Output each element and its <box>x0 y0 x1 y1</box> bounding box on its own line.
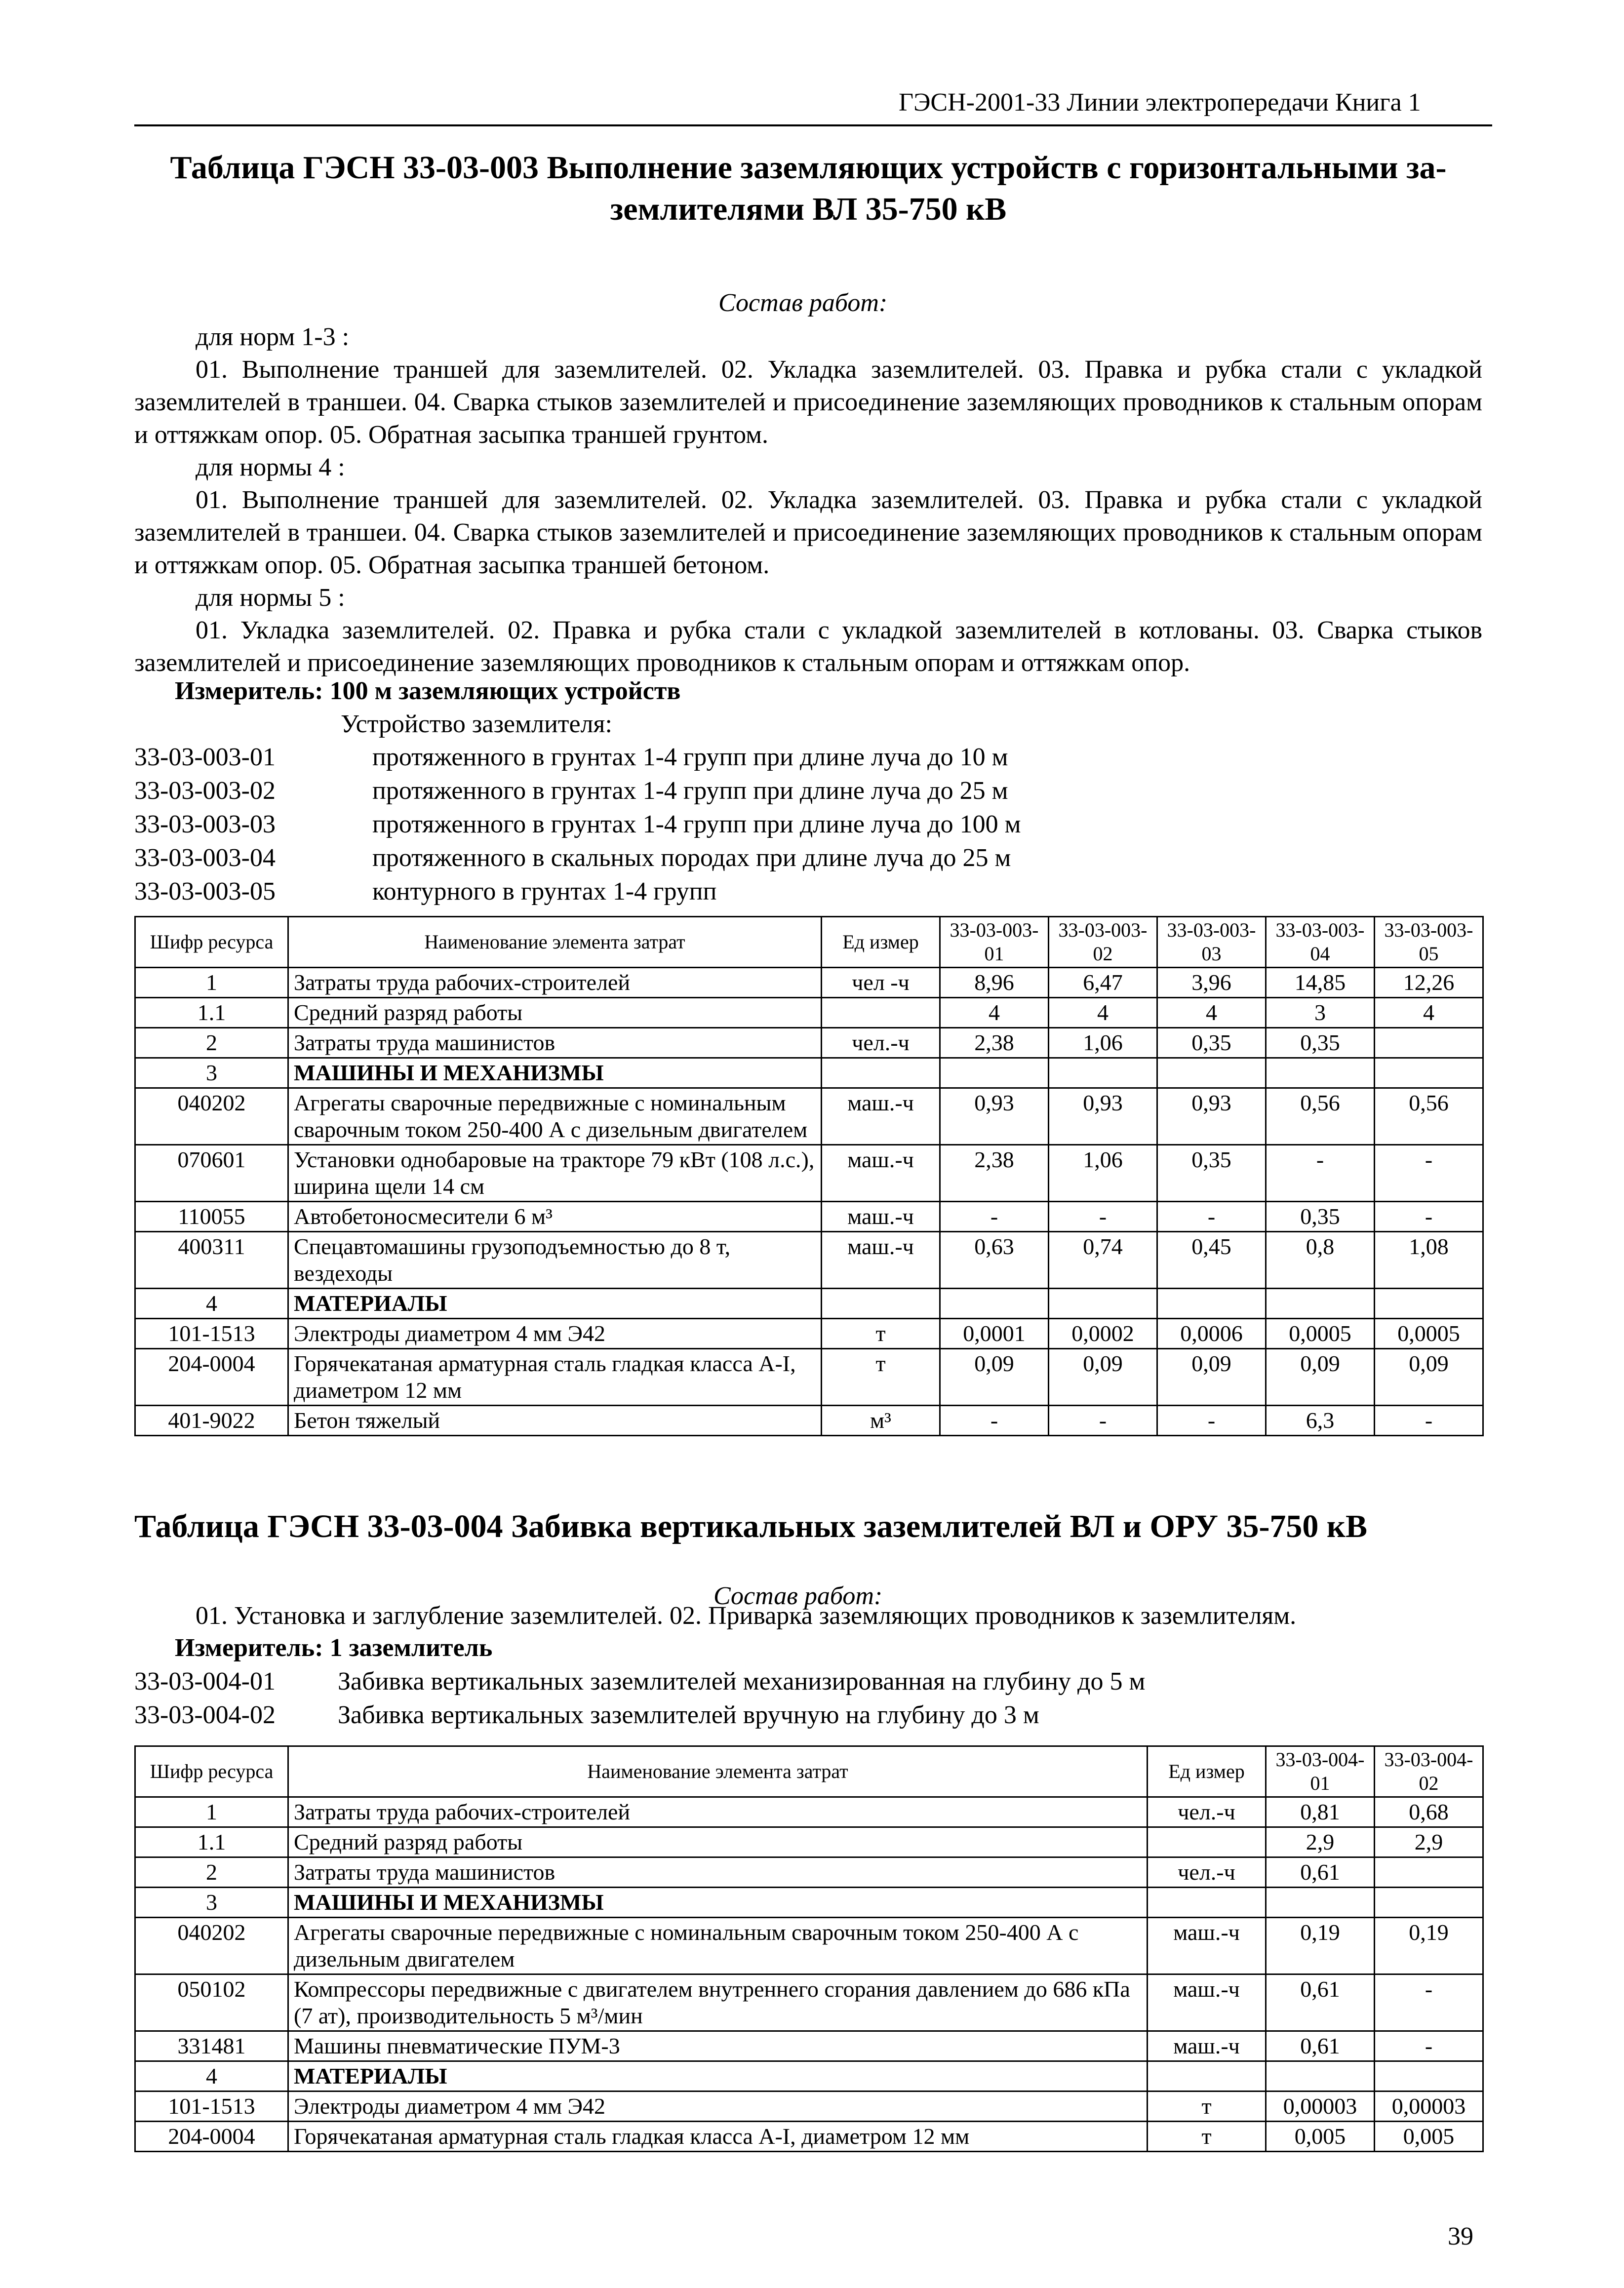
norm-5-text: 01. Укладка заземлителей. 02. Правка и рубка стали с укладкой заземлителей в котлованы. 03. Сварка стыков заземлителей и присоединение заземляющих проводников к стальным опорам и оттяжкам опор. <box>134 616 1482 677</box>
norm-4-text: 01. Выполнение траншей для заземлителей. 02. Укладка заземлителей. 03. Правка и рубка стали с укладкой заземлителей в траншеи. 04. Сварка стыков заземлителей и присоединение заземляющих проводников к стальным опорам и оттяжкам опор. 05. Обратная засыпка траншей бетоном. <box>134 486 1482 579</box>
cell-code: 1.1 <box>135 998 288 1028</box>
cell-value: 0,8 <box>1266 1232 1375 1289</box>
cell-code: 040202 <box>135 1918 288 1974</box>
cell-value: 2,9 <box>1266 1827 1375 1857</box>
cell-value: 0,19 <box>1375 1918 1483 1974</box>
table-row <box>135 1406 1483 1436</box>
cell-value: 14,85 <box>1266 968 1375 998</box>
col-header-unit: Ед измер <box>1148 1746 1266 1797</box>
table-row <box>135 1797 1483 1827</box>
cell-value: 1,08 <box>1375 1232 1483 1289</box>
cell-unit: маш.-ч <box>822 1088 940 1145</box>
norm-code: 33-03-003-04 <box>134 844 276 872</box>
cell-unit: чел.-ч <box>1148 1857 1266 1888</box>
cell-value: 0,0002 <box>1049 1319 1157 1349</box>
table-section-row <box>135 1888 1483 1918</box>
table2-work-text: 01. Установка и заглубление заземлителей. 02. Приварка заземляющих проводников к заземлителям. <box>196 1602 1297 1630</box>
cell-value <box>1375 1857 1483 1888</box>
cell-value <box>1266 2061 1375 2091</box>
cell-value <box>1375 1289 1483 1319</box>
cell-value <box>1266 1289 1375 1319</box>
code-row <box>134 875 1021 908</box>
cell-name: МАТЕРИАЛЫ <box>288 1289 822 1319</box>
cell-code: 1 <box>135 968 288 998</box>
table-header-row <box>135 1746 1483 1797</box>
cell-value: 0,09 <box>1049 1349 1157 1406</box>
cell-code: 400311 <box>135 1232 288 1289</box>
cell-code: 331481 <box>135 2031 288 2061</box>
cell-value: 0,45 <box>1157 1232 1266 1289</box>
cell-unit <box>822 1058 940 1088</box>
norm-description: контурного в грунтах 1-4 групп <box>372 877 717 906</box>
cell-value: 0,63 <box>940 1232 1049 1289</box>
cell-value: 4 <box>1157 998 1266 1028</box>
norm-description: протяженного в грунтах 1-4 групп при длине луча до 100 м <box>372 810 1021 838</box>
col-header-norm: 33-03-004-02 <box>1375 1746 1483 1797</box>
cell-value: 0,005 <box>1375 2122 1483 2152</box>
norm-code: 33-03-003-02 <box>134 777 276 805</box>
cell-value: - <box>940 1406 1049 1436</box>
cell-value: 0,61 <box>1266 1857 1375 1888</box>
col-header-code: Шифр ресурса <box>135 917 288 968</box>
table-row <box>135 968 1483 998</box>
cell-unit <box>1148 1827 1266 1857</box>
cell-value: 0,35 <box>1266 1202 1375 1232</box>
cell-value: 6,3 <box>1266 1406 1375 1436</box>
cell-value: 0,0001 <box>940 1319 1049 1349</box>
cell-value: 2,38 <box>940 1145 1049 1202</box>
cell-code: 1.1 <box>135 1827 288 1857</box>
cell-value: 0,0006 <box>1157 1319 1266 1349</box>
cell-value: - <box>1157 1202 1266 1232</box>
cell-name: Установки однобаровые на тракторе 79 кВт (108 л.с.), ширина щели 14 см <box>288 1145 822 1202</box>
cell-value: 2,9 <box>1375 1827 1483 1857</box>
table-row <box>135 2122 1483 2152</box>
table1-title-line2: землителями ВЛ 35-750 кВ <box>610 191 1007 227</box>
cell-value: 0,09 <box>940 1349 1049 1406</box>
cell-code: 2 <box>135 1857 288 1888</box>
col-header-norm: 33-03-003-05 <box>1375 917 1483 968</box>
cell-name: Электроды диаметром 4 мм Э42 <box>288 1319 822 1349</box>
code-row <box>134 1665 1145 1698</box>
col-header-unit: Ед измер <box>822 917 940 968</box>
cell-unit: чел.-ч <box>822 1028 940 1058</box>
cell-value <box>1375 2061 1483 2091</box>
cell-name: Затраты труда рабочих-строителей <box>288 1797 1148 1827</box>
cell-value: 0,56 <box>1375 1088 1483 1145</box>
table-section-row <box>135 1058 1483 1088</box>
cell-unit: маш.-ч <box>1148 2031 1266 2061</box>
table1-title-line1: Таблица ГЭСН 33-03-003 Выполнение заземляющих устройств с горизонтальными за- <box>170 150 1447 186</box>
cell-value: 1,06 <box>1049 1145 1157 1202</box>
cell-value: - <box>1375 2031 1483 2061</box>
cell-value <box>1375 1028 1483 1058</box>
cell-name: Средний разряд работы <box>288 1827 1148 1857</box>
cell-unit <box>822 1289 940 1319</box>
page-number: 39 <box>1448 2222 1473 2250</box>
cell-code: 1 <box>135 1797 288 1827</box>
cell-value: 0,09 <box>1375 1349 1483 1406</box>
cell-value: 6,47 <box>1049 968 1157 998</box>
cell-value <box>1266 1058 1375 1088</box>
table-row <box>135 1028 1483 1058</box>
table2-resource-table <box>134 1745 1484 2152</box>
cell-name: Автобетоносмесители 6 м³ <box>288 1202 822 1232</box>
norm-1-3-text: 01. Выполнение траншей для заземлителей. 02. Укладка заземлителей. 03. Правка и рубка стали с укладкой заземлителей в траншеи. 04. Сварка стыков заземлителей и присоединение заземляющих проводников к стальным опорам и оттяжкам опор. 05. Обратная засыпка траншей грунтом. <box>134 355 1482 449</box>
norm-1-3-label: для норм 1-3 : <box>196 323 350 351</box>
cell-value: 0,61 <box>1266 1974 1375 2031</box>
table-row <box>135 1918 1483 1974</box>
table-row <box>135 1232 1483 1289</box>
norm-description: протяженного в грунтах 1-4 групп при длине луча до 25 м <box>372 777 1008 805</box>
cell-value <box>1375 1058 1483 1088</box>
table-row <box>135 2031 1483 2061</box>
col-header-code: Шифр ресурса <box>135 1746 288 1797</box>
cell-code: 204-0004 <box>135 2122 288 2152</box>
cell-code: 2 <box>135 1028 288 1058</box>
cell-name: Машины пневматические ПУМ-3 <box>288 2031 1148 2061</box>
norm-description: Забивка вертикальных заземлителей вручную на глубину до 3 м <box>338 1701 1039 1729</box>
cell-code: 101-1513 <box>135 1319 288 1349</box>
norm-code: 33-03-004-02 <box>134 1701 276 1729</box>
cell-value: 0,35 <box>1157 1028 1266 1058</box>
cell-value: 0,68 <box>1375 1797 1483 1827</box>
cell-name: Агрегаты сварочные передвижные с номинальным сварочным током 250-400 А с дизельным двигателем <box>288 1918 1148 1974</box>
norm-description: Забивка вертикальных заземлителей механизированная на глубину до 5 м <box>338 1667 1146 1696</box>
table1-device-heading: Устройство заземлителя: <box>341 710 612 738</box>
table-row <box>135 1349 1483 1406</box>
table1-resource-table <box>134 916 1484 1436</box>
cell-value: 2,38 <box>940 1028 1049 1058</box>
table2-title: Таблица ГЭСН 33-03-004 Забивка вертикальных заземлителей ВЛ и ОРУ 35-750 кВ <box>134 1508 1367 1544</box>
cell-value: 0,93 <box>1157 1088 1266 1145</box>
cell-unit <box>1148 1888 1266 1918</box>
table-section-row <box>135 2061 1483 2091</box>
cell-name: Затраты труда рабочих-строителей <box>288 968 822 998</box>
cell-value: 0,74 <box>1049 1232 1157 1289</box>
cell-unit <box>1148 2061 1266 2091</box>
cell-value: 12,26 <box>1375 968 1483 998</box>
cell-unit <box>822 998 940 1028</box>
table-row <box>135 1827 1483 1857</box>
cell-value <box>940 1289 1049 1319</box>
cell-unit: т <box>1148 2091 1266 2122</box>
cell-code: 050102 <box>135 1974 288 2031</box>
cell-value: - <box>1375 1406 1483 1436</box>
table2-measure: Измеритель: 1 заземлитель <box>175 1634 493 1662</box>
cell-value: 0,35 <box>1157 1145 1266 1202</box>
cell-unit: т <box>822 1319 940 1349</box>
cell-name: Горячекатаная арматурная сталь гладкая класса А-I, диаметром 12 мм <box>288 2122 1148 2152</box>
col-header-name: Наименование элемента затрат <box>288 1746 1148 1797</box>
code-row <box>134 808 1021 841</box>
col-header-norm: 33-03-003-02 <box>1049 917 1157 968</box>
cell-value: 4 <box>940 998 1049 1028</box>
cell-name: МАШИНЫ И МЕХАНИЗМЫ <box>288 1058 822 1088</box>
table-row <box>135 1974 1483 2031</box>
cell-value: - <box>1375 1974 1483 2031</box>
cell-value <box>940 1058 1049 1088</box>
cell-name: Электроды диаметром 4 мм Э42 <box>288 2091 1148 2122</box>
norm-description: протяженного в скальных породах при длине луча до 25 м <box>372 844 1011 872</box>
table1-measure: Измеритель: 100 м заземляющих устройств <box>175 677 681 705</box>
col-header-norm: 33-03-003-03 <box>1157 917 1266 968</box>
cell-name: Средний разряд работы <box>288 998 822 1028</box>
header-rule <box>134 124 1492 126</box>
cell-unit: т <box>822 1349 940 1406</box>
cell-value: 3 <box>1266 998 1375 1028</box>
table-row <box>135 2091 1483 2122</box>
cell-value: - <box>1266 1145 1375 1202</box>
cell-code: 070601 <box>135 1145 288 1202</box>
cell-value: 8,96 <box>940 968 1049 998</box>
cell-unit: м³ <box>822 1406 940 1436</box>
cell-value: - <box>1049 1202 1157 1232</box>
col-header-name: Наименование элемента затрат <box>288 917 822 968</box>
cell-value: 0,93 <box>940 1088 1049 1145</box>
table1-work-composition <box>134 321 1482 679</box>
cell-value: - <box>1049 1406 1157 1436</box>
cell-name: Компрессоры передвижные с двигателем внутреннего сгорания давлением до 686 кПа (7 ат), производительность 5 м³/мин <box>288 1974 1148 2031</box>
cell-value: 4 <box>1375 998 1483 1028</box>
table-header-row <box>135 917 1483 968</box>
col-header-norm: 33-03-003-04 <box>1266 917 1375 968</box>
norm-code: 33-03-003-05 <box>134 877 276 906</box>
norm-code: 33-03-003-01 <box>134 743 276 771</box>
cell-code: 204-0004 <box>135 1349 288 1406</box>
cell-value: 0,56 <box>1266 1088 1375 1145</box>
cell-value <box>1157 1058 1266 1088</box>
cell-value: - <box>1375 1202 1483 1232</box>
cell-code: 3 <box>135 1058 288 1088</box>
table2-code-list <box>134 1665 1145 1732</box>
cell-unit: маш.-ч <box>1148 1974 1266 2031</box>
norm-code: 33-03-003-03 <box>134 810 276 838</box>
table-row <box>135 1145 1483 1202</box>
cell-unit: т <box>1148 2122 1266 2152</box>
table-row <box>135 1319 1483 1349</box>
cell-value: 0,0005 <box>1266 1319 1375 1349</box>
cell-name: Затраты труда машинистов <box>288 1028 822 1058</box>
cell-value <box>1049 1289 1157 1319</box>
running-header: ГЭСН-2001-33 Линии электропередачи Книга 1 <box>899 88 1421 117</box>
table-row <box>135 1857 1483 1888</box>
table1-title <box>134 147 1482 230</box>
code-row <box>134 741 1021 774</box>
code-row <box>134 774 1021 808</box>
cell-unit: чел -ч <box>822 968 940 998</box>
cell-value <box>1266 1888 1375 1918</box>
cell-value: 0,93 <box>1049 1088 1157 1145</box>
cell-code: 401-9022 <box>135 1406 288 1436</box>
table2-composition-heading: Состав работ: <box>713 1582 883 1610</box>
table-section-row <box>135 1289 1483 1319</box>
cell-value: 0,00003 <box>1266 2091 1375 2122</box>
cell-value <box>1049 1058 1157 1088</box>
table1-code-list <box>134 741 1021 908</box>
cell-value: 4 <box>1049 998 1157 1028</box>
cell-name: МАШИНЫ И МЕХАНИЗМЫ <box>288 1888 1148 1918</box>
cell-unit: маш.-ч <box>1148 1918 1266 1974</box>
table-row <box>135 1202 1483 1232</box>
code-row <box>134 1698 1145 1732</box>
table-row <box>135 1088 1483 1145</box>
cell-value: 3,96 <box>1157 968 1266 998</box>
cell-unit: чел.-ч <box>1148 1797 1266 1827</box>
cell-name: Затраты труда машинистов <box>288 1857 1148 1888</box>
cell-value: 0,81 <box>1266 1797 1375 1827</box>
cell-code: 110055 <box>135 1202 288 1232</box>
cell-value: - <box>1375 1145 1483 1202</box>
norm-5-label: для нормы 5 : <box>196 584 345 612</box>
cell-value: 0,61 <box>1266 2031 1375 2061</box>
cell-value: 1,06 <box>1049 1028 1157 1058</box>
cell-value: 0,0005 <box>1375 1319 1483 1349</box>
norm-4-label: для нормы 4 : <box>196 453 345 481</box>
table2-work-composition <box>134 1600 1482 1632</box>
table-row <box>135 998 1483 1028</box>
cell-name: Агрегаты сварочные передвижные с номинальным сварочным током 250-400 А с дизельным двигателем <box>288 1088 822 1145</box>
cell-name: Бетон тяжелый <box>288 1406 822 1436</box>
norm-code: 33-03-004-01 <box>134 1667 276 1696</box>
cell-name: Горячекатаная арматурная сталь гладкая класса А-I, диаметром 12 мм <box>288 1349 822 1406</box>
cell-value: 0,005 <box>1266 2122 1375 2152</box>
col-header-norm: 33-03-004-01 <box>1266 1746 1375 1797</box>
cell-value <box>1157 1289 1266 1319</box>
cell-code: 4 <box>135 1289 288 1319</box>
cell-value: 0,00003 <box>1375 2091 1483 2122</box>
col-header-norm: 33-03-003-01 <box>940 917 1049 968</box>
cell-code: 3 <box>135 1888 288 1918</box>
cell-value <box>1375 1888 1483 1918</box>
cell-unit: маш.-ч <box>822 1232 940 1289</box>
cell-name: Спецавтомашины грузоподъемностью до 8 т, вездеходы <box>288 1232 822 1289</box>
cell-value: 0,19 <box>1266 1918 1375 1974</box>
cell-value: - <box>1157 1406 1266 1436</box>
table1-composition-heading: Состав работ: <box>718 289 888 317</box>
code-row <box>134 841 1021 875</box>
cell-unit: маш.-ч <box>822 1145 940 1202</box>
cell-code: 4 <box>135 2061 288 2091</box>
norm-description: протяженного в грунтах 1-4 групп при длине луча до 10 м <box>372 743 1008 771</box>
cell-value: 0,35 <box>1266 1028 1375 1058</box>
cell-name: МАТЕРИАЛЫ <box>288 2061 1148 2091</box>
cell-unit: маш.-ч <box>822 1202 940 1232</box>
cell-code: 101-1513 <box>135 2091 288 2122</box>
cell-value: 0,09 <box>1157 1349 1266 1406</box>
cell-value: 0,09 <box>1266 1349 1375 1406</box>
cell-value: - <box>940 1202 1049 1232</box>
cell-code: 040202 <box>135 1088 288 1145</box>
